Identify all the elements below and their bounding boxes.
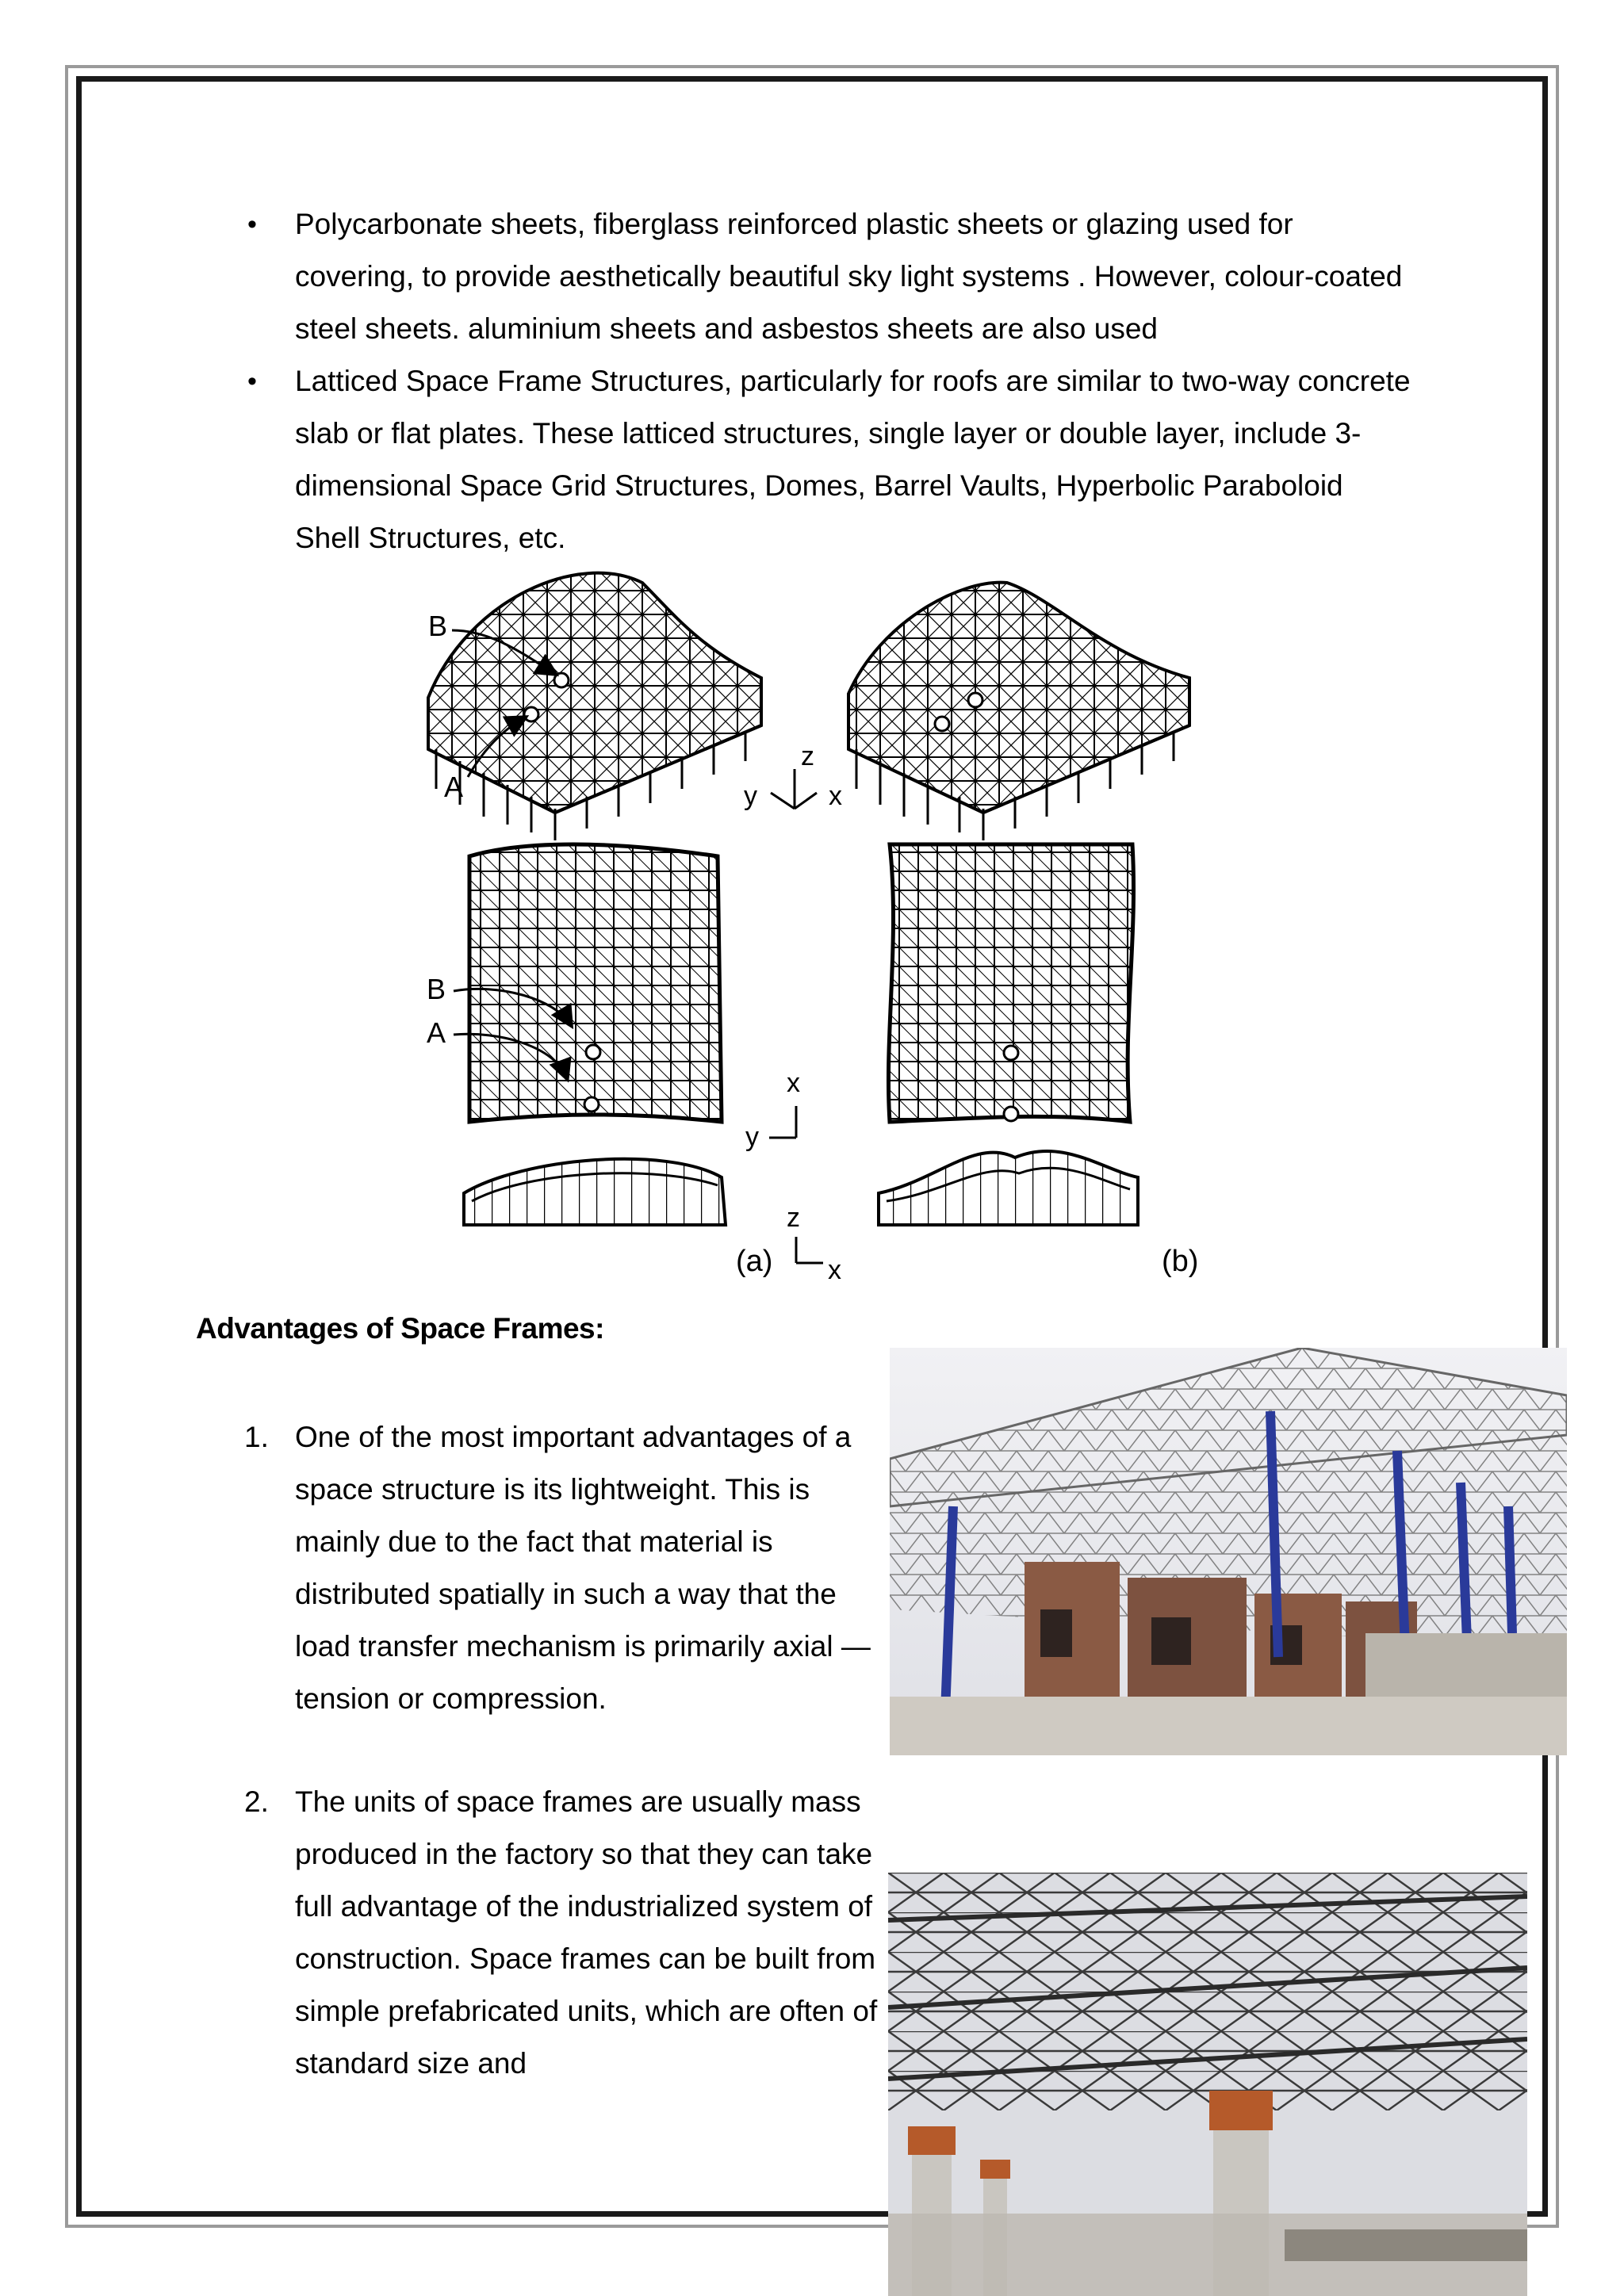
- axis-bot-z: z: [787, 1203, 800, 1233]
- advantage-list-1: [238, 1411, 888, 1725]
- axis-top-z: z: [801, 741, 814, 771]
- advantage-item-1: [238, 1411, 888, 1725]
- plan-b: [888, 844, 1133, 1122]
- advantage-text: One of the most important advantages of a space structure is its lightweight. This is mainly due to the fact that material is distributed spatially in such a way that the load transfer mechanism is primarily axial — tension or compression.: [295, 1421, 871, 1715]
- bullet-list: [238, 198, 1411, 564]
- label-a-top: A: [444, 771, 464, 803]
- axis-bot-x: x: [828, 1255, 841, 1285]
- elevation-b: [879, 1151, 1138, 1225]
- elevation-a: [464, 1159, 726, 1225]
- axis-iso: [771, 769, 817, 809]
- advantage-number: 2.: [244, 1785, 269, 1818]
- bullet-item-latticed: • Latticed Space Frame Structures, particularly for roofs are similar to two-way concrete slab or flat plates. These latticed structures, single layer or double layer, include 3-dimensional Space Grid Structures, Domes, Barrel Vaults, Hyperbolic Paraboloid Shell Structures, etc.: [238, 355, 1411, 564]
- axis-top-x: x: [829, 781, 842, 811]
- axis-mid-y: y: [745, 1122, 759, 1152]
- axis-mid-x: x: [787, 1068, 800, 1098]
- section-heading: Advantages of Space Frames:: [196, 1312, 604, 1345]
- label-b-top: B: [428, 610, 448, 642]
- photo-space-truss-interior: [888, 1873, 1527, 2296]
- advantage-item-2: [238, 1776, 888, 2090]
- bullet-item-covering: • Polycarbonate sheets, fiberglass reinforced plastic sheets or glazing used for covering, to provide aesthetically beautiful sky light systems . However, colour-coated steel sheets. aluminium sheets and asbestos sheets are also used: [238, 198, 1411, 355]
- axis-top-y: y: [744, 781, 757, 811]
- advantage-number: 1.: [244, 1421, 269, 1453]
- dome-iso-b: [848, 583, 1189, 840]
- label-a-mid: A: [427, 1016, 446, 1049]
- plan-a: [454, 844, 722, 1122]
- caption-a: (a): [736, 1245, 773, 1278]
- space-frame-figure: [404, 567, 1237, 1296]
- label-b-mid: B: [427, 973, 446, 1005]
- advantage-text: The units of space frames are usually mass produced in the factory so that they can take full advantage of the industrialized system of construction. Space frames can be built from simple prefabricated units, which are often of standard size and: [295, 1785, 878, 2080]
- caption-b: (b): [1162, 1245, 1199, 1278]
- photo-space-frame-canopy: [890, 1348, 1567, 1755]
- dome-iso-a: [428, 573, 761, 840]
- advantage-list-2: [238, 1776, 888, 2090]
